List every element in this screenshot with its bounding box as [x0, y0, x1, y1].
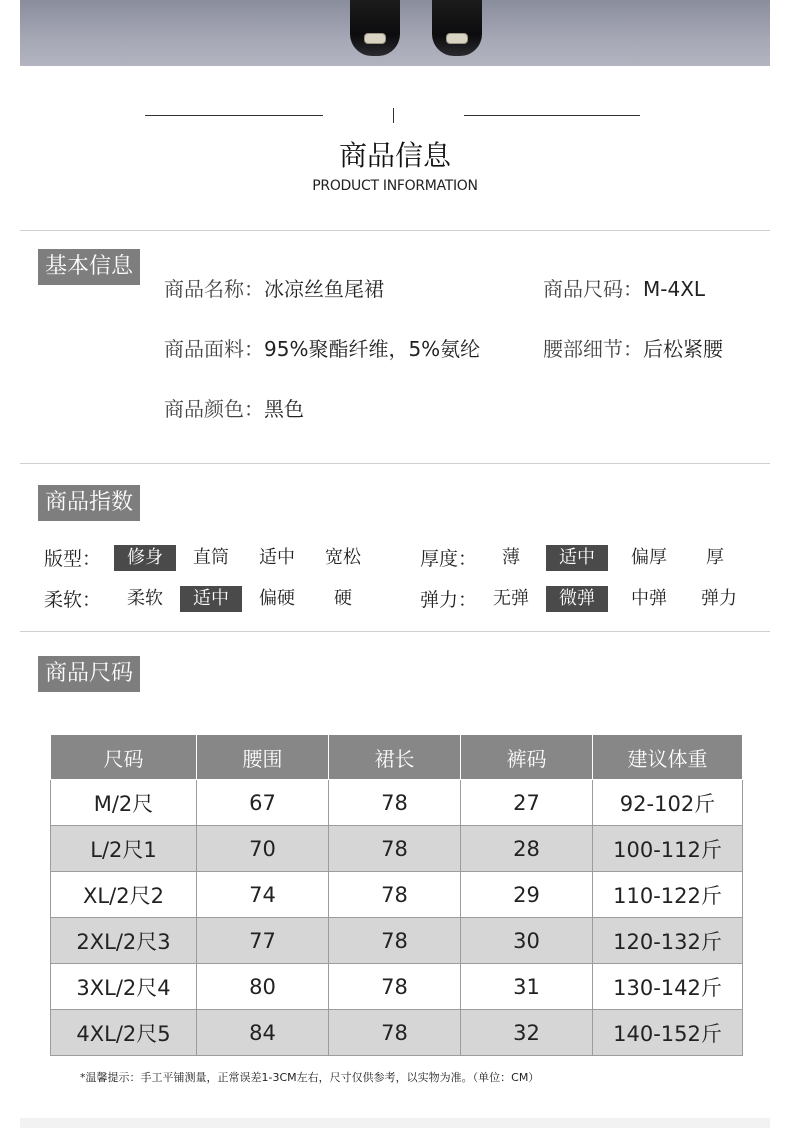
info-color: 商品颜色：黑色: [164, 397, 304, 421]
index-option: 适中: [546, 545, 608, 571]
column-header: 裙长: [329, 735, 461, 780]
table-cell: 100-112斤: [593, 826, 743, 872]
index-label-fit: 版型：: [44, 548, 102, 570]
table-cell: 32: [461, 1010, 593, 1056]
size-table: [50, 734, 743, 1056]
index-option: 偏厚: [631, 547, 667, 568]
basic-info-tag: 基本信息: [38, 249, 140, 285]
index-option: 薄: [502, 547, 520, 568]
table-cell: 78: [329, 780, 461, 826]
table-cell: 84: [197, 1010, 329, 1056]
table-cell: 28: [461, 826, 593, 872]
index-label-softness: 柔软：: [44, 589, 102, 611]
info-size: 商品尺码：M-4XL: [543, 277, 706, 301]
index-option: 微弹: [546, 586, 608, 612]
table-cell: 31: [461, 964, 593, 1010]
table-row: [51, 872, 743, 918]
table-cell: 130-142斤: [593, 964, 743, 1010]
table-cell: 4XL/2尺5: [51, 1010, 197, 1056]
divider: [20, 631, 770, 632]
table-cell: 80: [197, 964, 329, 1010]
index-option: 中弹: [631, 588, 667, 609]
table-cell: 29: [461, 872, 593, 918]
heading-line-right: [464, 115, 640, 116]
index-option: 无弹: [493, 588, 529, 609]
size-tag: 商品尺码: [38, 656, 140, 692]
index-option: 偏硬: [259, 588, 295, 609]
divider: [20, 230, 770, 231]
table-cell: 78: [329, 918, 461, 964]
index-option: 直筒: [193, 547, 229, 568]
table-cell: 30: [461, 918, 593, 964]
index-option: 厚: [706, 547, 724, 568]
heading-line-left: [145, 115, 323, 116]
product-photo: [20, 0, 770, 66]
column-header: 腰围: [197, 735, 329, 780]
column-header: 裤码: [461, 735, 593, 780]
table-cell: 77: [197, 918, 329, 964]
index-option: 修身: [114, 545, 176, 571]
table-cell: 120-132斤: [593, 918, 743, 964]
index-option: 适中: [259, 547, 295, 568]
table-cell: M/2尺: [51, 780, 197, 826]
table-row: [51, 780, 743, 826]
table-cell: 78: [329, 826, 461, 872]
table-cell: 92-102斤: [593, 780, 743, 826]
divider: [20, 463, 770, 464]
column-header: 尺码: [51, 735, 197, 780]
table-cell: 78: [329, 1010, 461, 1056]
table-cell: 2XL/2尺3: [51, 918, 197, 964]
table-row: [51, 1010, 743, 1056]
column-header: 建议体重: [593, 735, 743, 780]
table-cell: 3XL/2尺4: [51, 964, 197, 1010]
info-name: 商品名称：冰凉丝鱼尾裙: [164, 277, 384, 301]
index-option: 弹力: [701, 588, 737, 609]
table-cell: 67: [197, 780, 329, 826]
table-cell: 78: [329, 964, 461, 1010]
index-option: 宽松: [325, 547, 361, 568]
table-cell: 70: [197, 826, 329, 872]
table-cell: 74: [197, 872, 329, 918]
shoe-left-image: [350, 0, 400, 56]
size-note: *温馨提示：手工平铺测量，正常误差1-3CM左右，尺寸仅供参考，以实物为准。（单位：CM）: [80, 1071, 540, 1084]
index-label-thickness: 厚度：: [420, 548, 478, 570]
table-row: [51, 826, 743, 872]
index-option: 适中: [180, 586, 242, 612]
table-cell: 27: [461, 780, 593, 826]
table-cell: 140-152斤: [593, 1010, 743, 1056]
info-waist: 腰部细节：后松紧腰: [543, 337, 723, 361]
heading-tick: [393, 108, 394, 123]
table-header-row: [51, 735, 743, 780]
shoe-right-image: [432, 0, 482, 56]
index-option: 柔软: [127, 588, 163, 609]
index-label-elasticity: 弹力：: [420, 589, 478, 611]
table-row: [51, 964, 743, 1010]
table-cell: XL/2尺2: [51, 872, 197, 918]
page-subtitle: PRODUCT INFORMATION: [312, 178, 478, 194]
index-tag: 商品指数: [38, 485, 140, 521]
page-title: 商品信息: [338, 139, 451, 172]
table-cell: 78: [329, 872, 461, 918]
table-cell: L/2尺1: [51, 826, 197, 872]
info-fabric: 商品面料：95%聚酯纤维，5%氨纶: [164, 337, 481, 361]
table-row: [51, 918, 743, 964]
bottom-band: [20, 1118, 770, 1128]
table-cell: 110-122斤: [593, 872, 743, 918]
index-option: 硬: [334, 588, 352, 609]
